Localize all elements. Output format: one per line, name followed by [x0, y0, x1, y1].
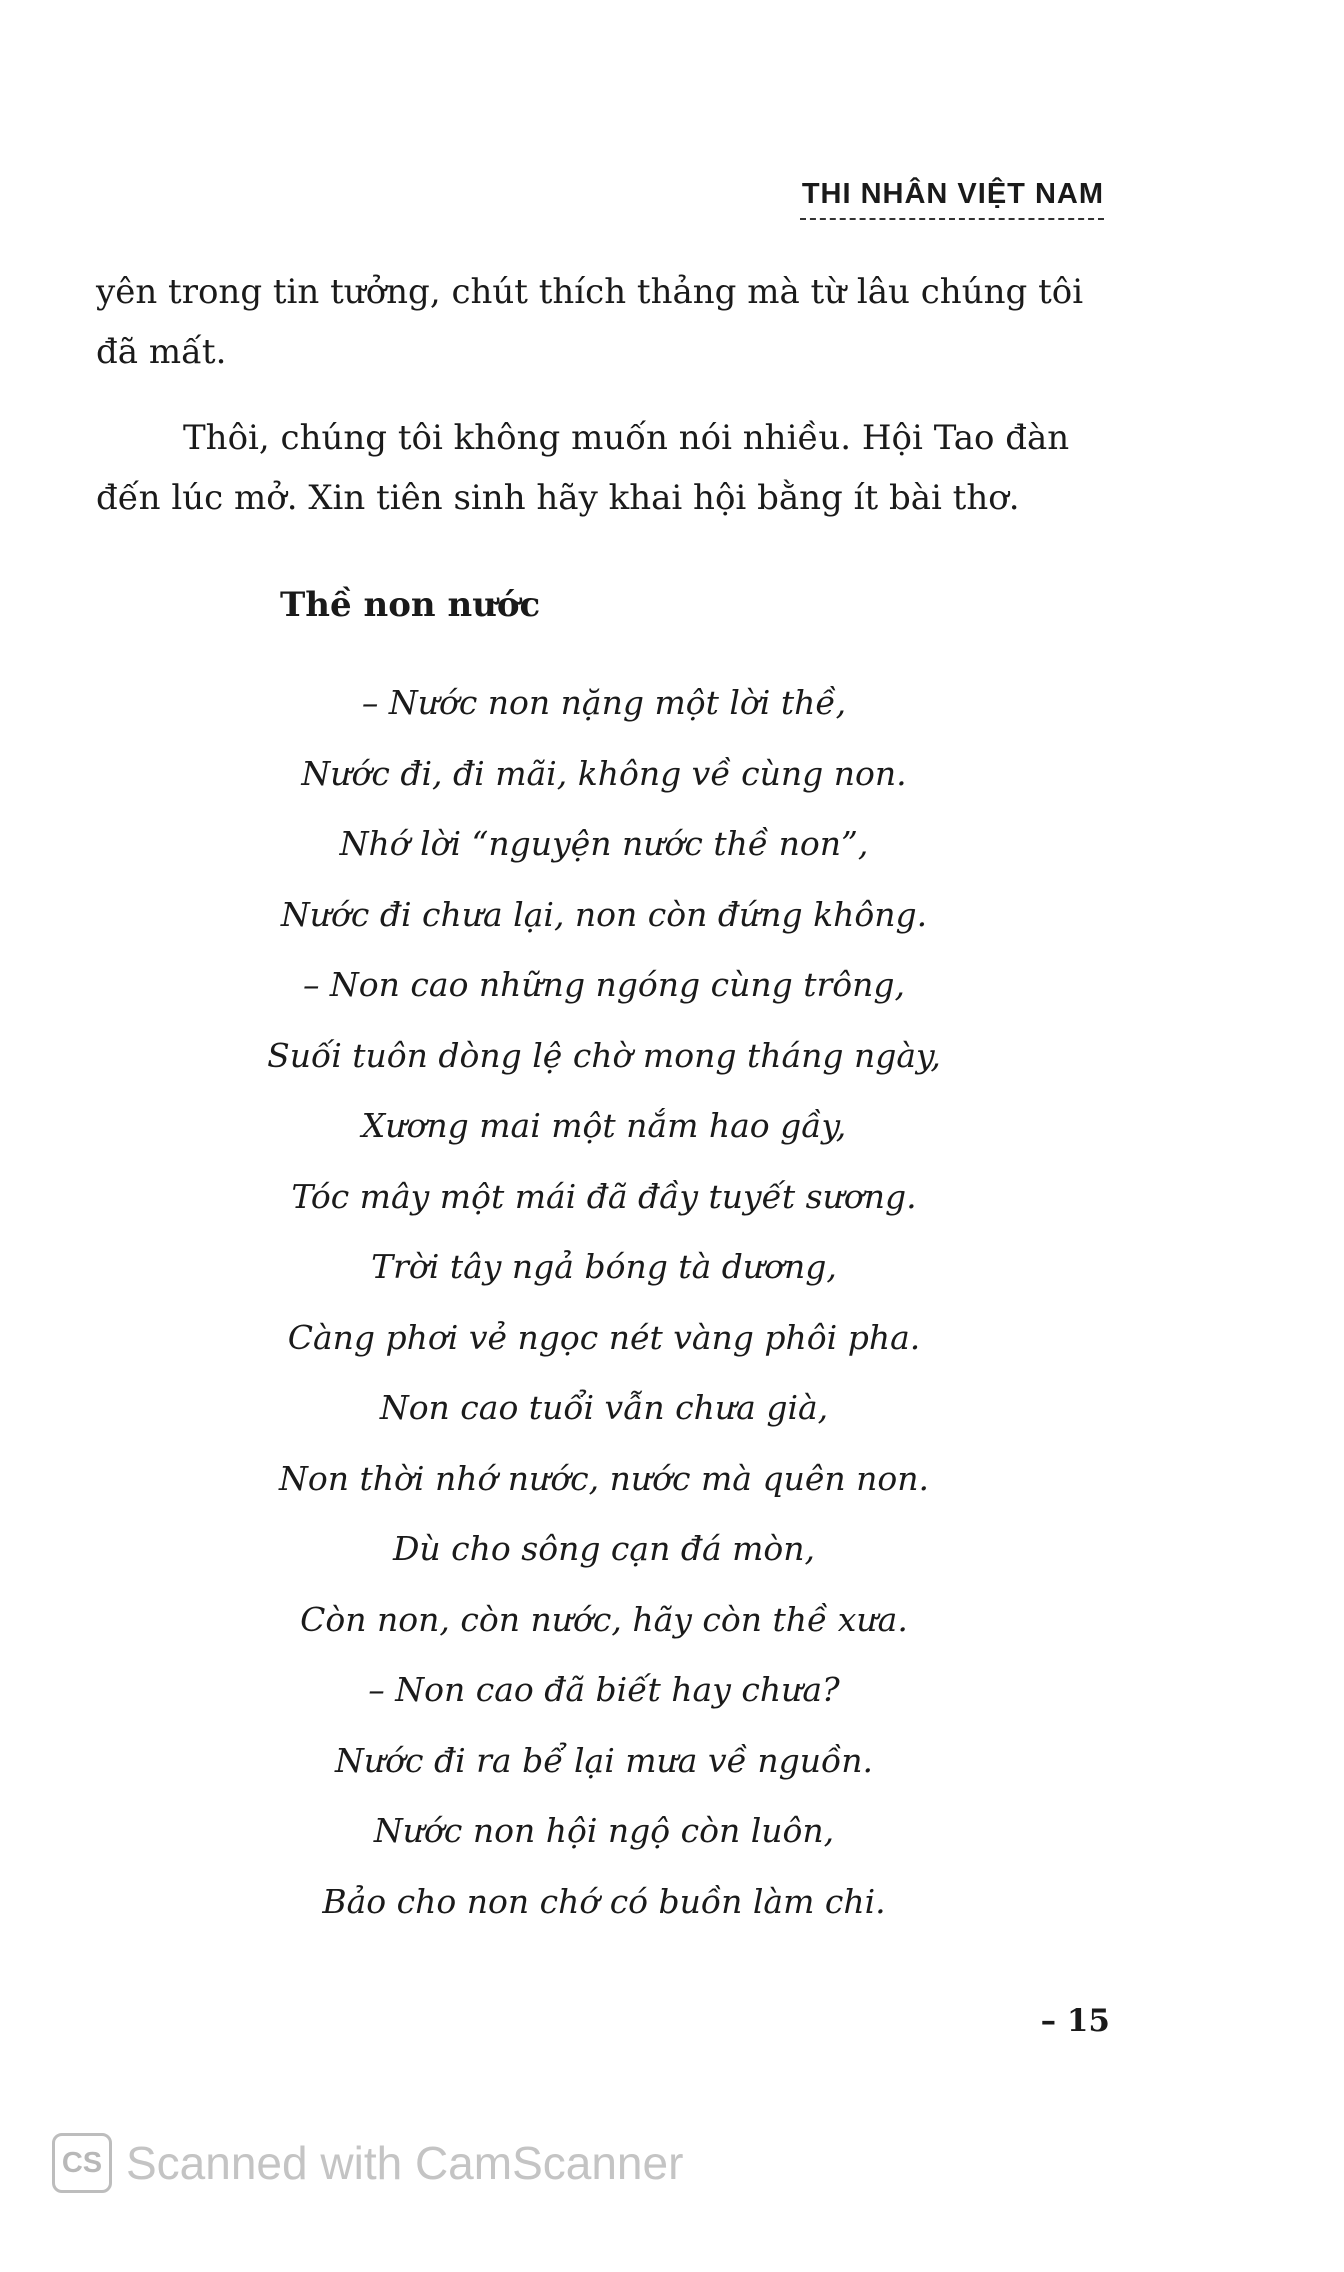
poem-line: Xương mai một nắm hao gầy, — [361, 1106, 847, 1145]
running-header-title: THI NHÂN VIỆT NAM — [801, 178, 1104, 210]
poem-line: Nước non hội ngộ còn luôn, — [373, 1811, 835, 1850]
poem-line: Dù cho sông cạn đá mòn, — [392, 1529, 816, 1568]
poem-line: – Nước non nặng một lời thề, — [361, 683, 847, 722]
poem-line: Nước đi ra bể lại mưa về nguồn. — [335, 1740, 873, 1780]
poem-line: Còn non, còn nước, hãy còn thề xưa. — [300, 1599, 908, 1639]
poem-title: Thề non nước — [280, 585, 541, 625]
poem-lines — [0, 668, 1208, 1937]
poem-line: Non thời nhớ nước, nước mà quên non. — [279, 1458, 929, 1498]
camscanner-logo-icon: CS — [52, 2133, 112, 2193]
watermark-text: Scanned with CamScanner — [126, 2137, 684, 2189]
poem-line: – Non cao những ngóng cùng trông, — [302, 965, 906, 1004]
poem-line: Tóc mây một mái đã đầy tuyết sương. — [291, 1176, 917, 1216]
page-number: – 15 — [1040, 2003, 1110, 2039]
poem-line: Trời tây ngả bóng tà dương, — [371, 1247, 837, 1286]
poem-line: Bảo cho non chớ có buồn làm chi. — [322, 1881, 886, 1921]
camscanner-watermark — [52, 2133, 683, 2193]
poem-line: Nước đi, đi mãi, không về cùng non. — [301, 753, 907, 793]
poem-line: Nhớ lời “nguyện nước thề non”, — [339, 824, 869, 863]
poem-line: Non cao tuổi vẫn chưa già, — [379, 1388, 829, 1427]
poem-line: – Non cao đã biết hay chưa? — [368, 1670, 840, 1709]
header-dashed-rule — [800, 218, 1104, 220]
poem-line: Suối tuôn dòng lệ chờ mong tháng ngày, — [267, 1035, 941, 1075]
poem-line: Càng phơi vẻ ngọc nét vàng phôi pha. — [287, 1317, 921, 1357]
body-paragraph-2: Thôi, chúng tôi không muốn nói nhiều. Hội Tao đàn đến lúc mở. Xin tiên sinh hãy khai hội bằng ít bài thơ. — [96, 418, 1070, 518]
body-paragraph-1: yên trong tin tưởng, chút thích thảng mà từ lâu chúng tôi đã mất. — [96, 272, 1084, 372]
poem-line: Nước đi chưa lại, non còn đứng không. — [280, 894, 928, 934]
